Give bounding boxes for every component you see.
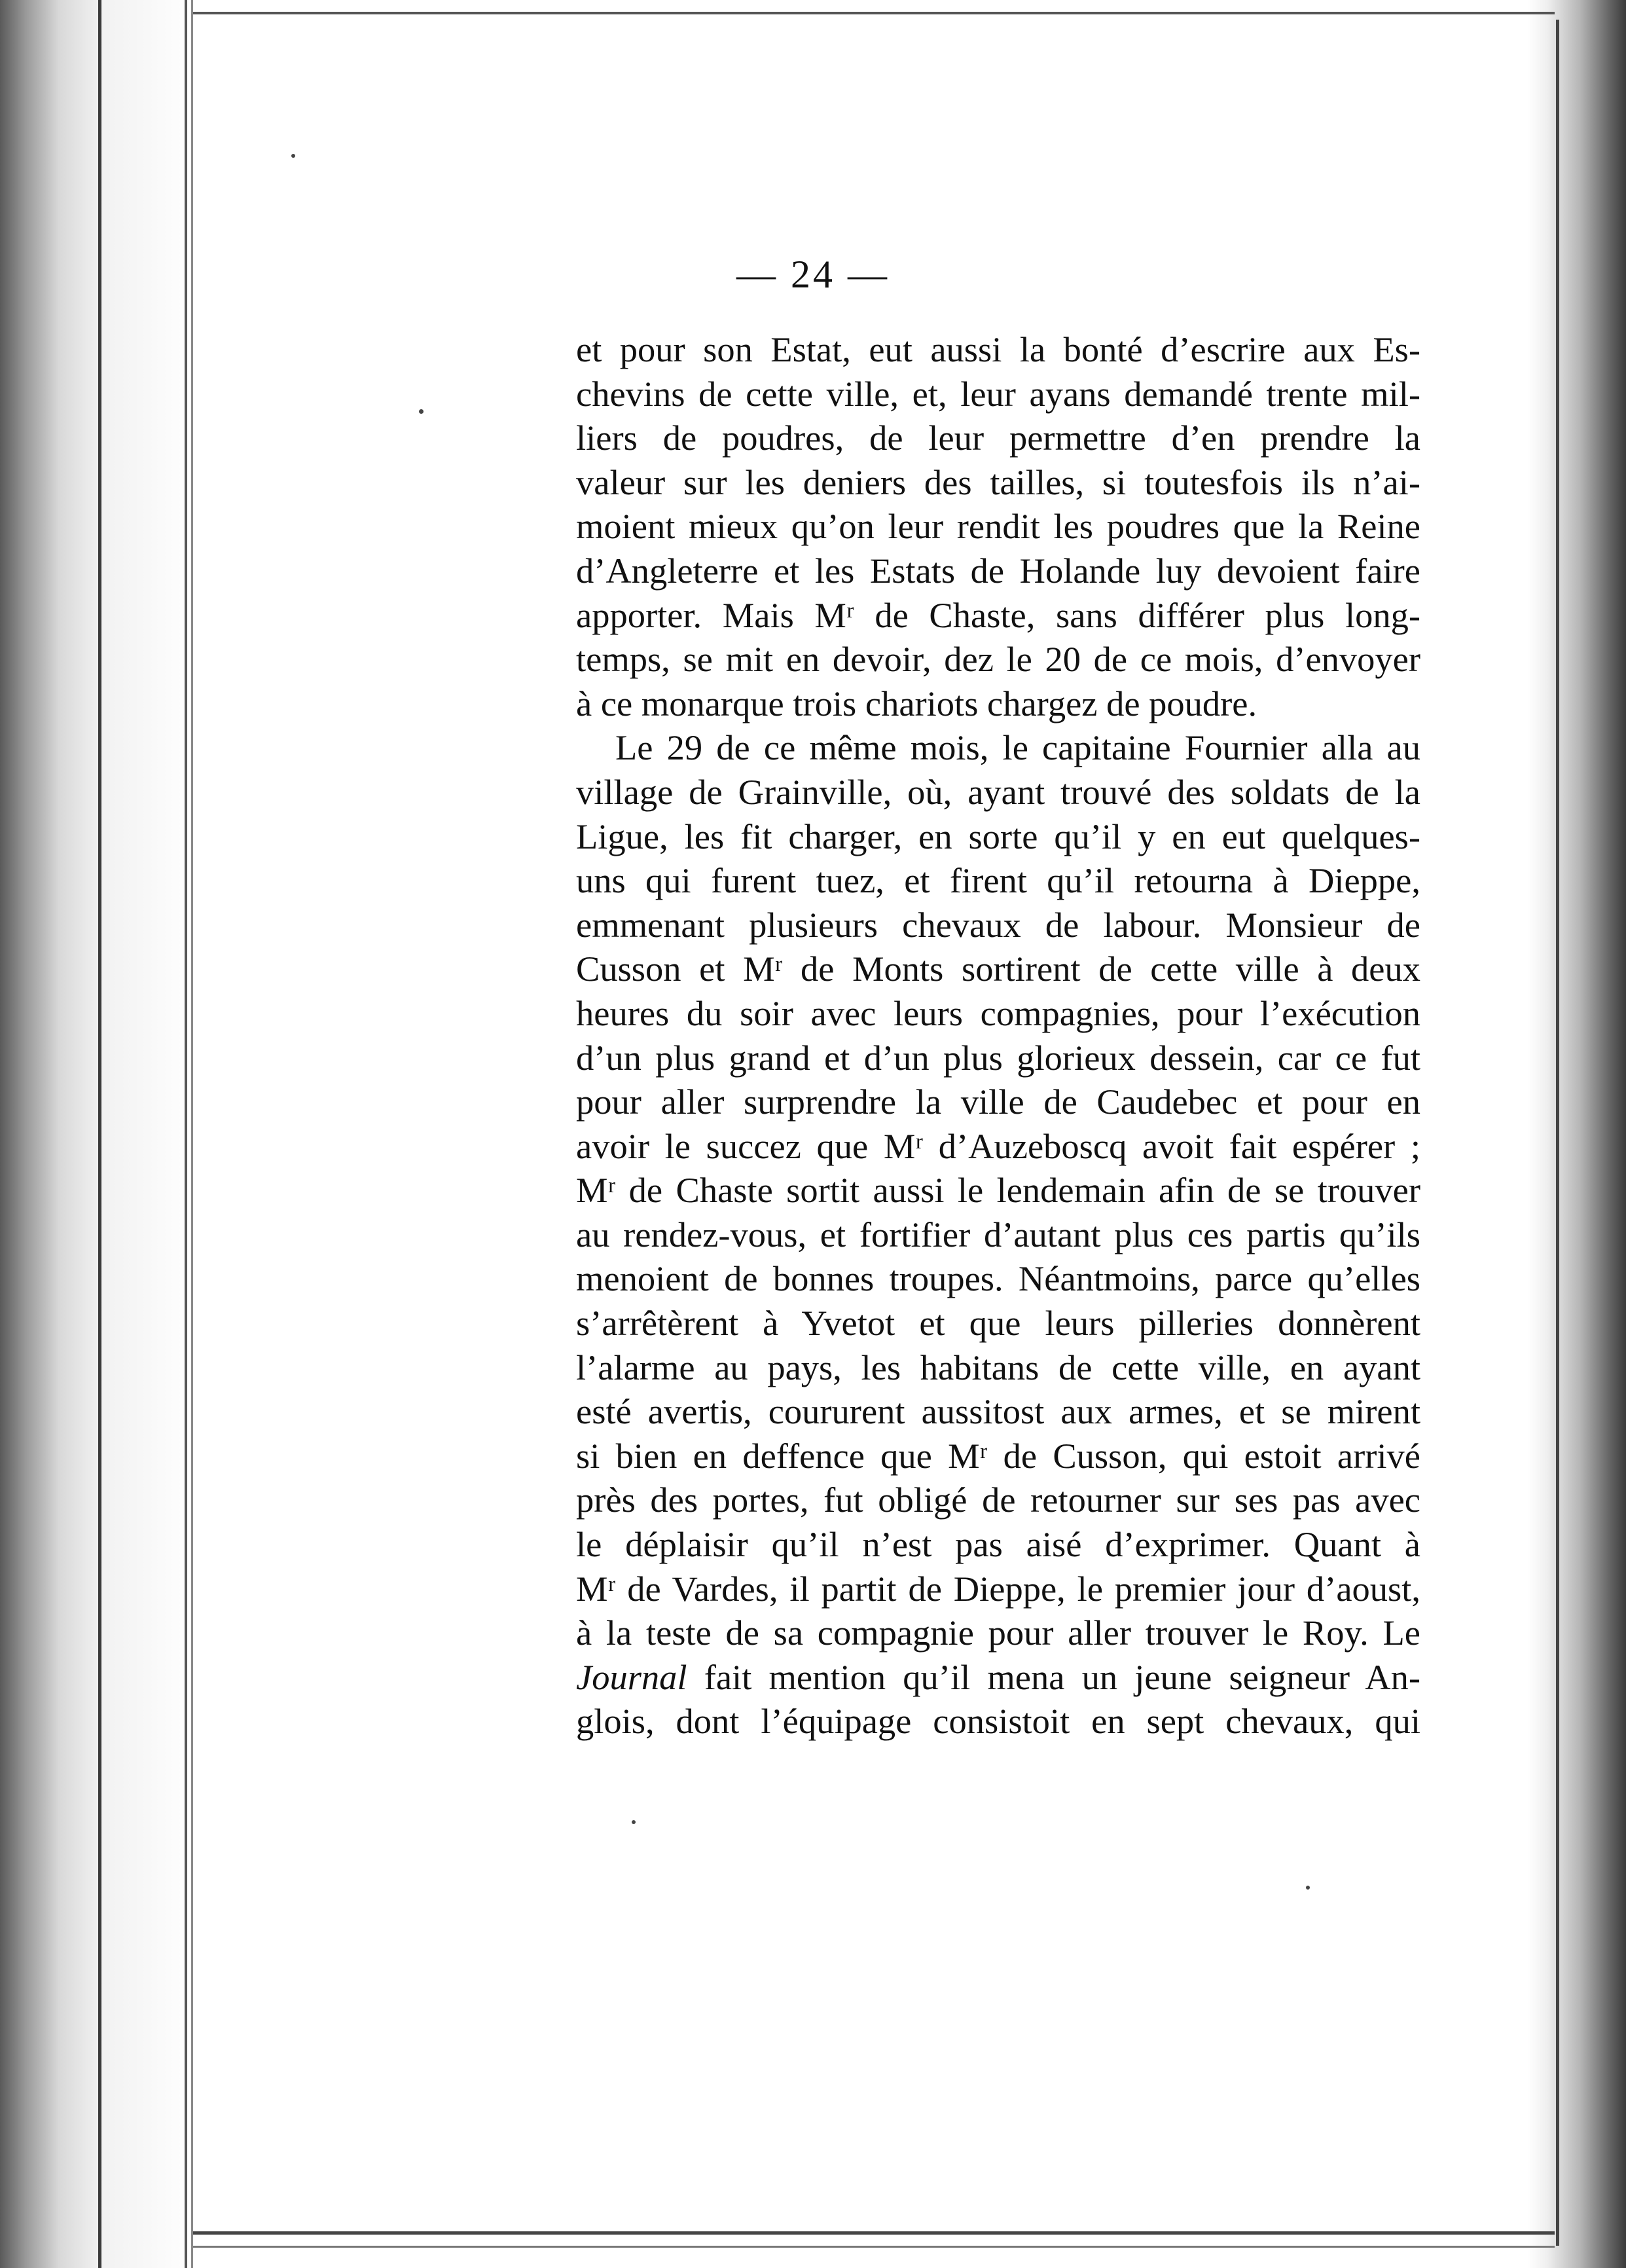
text-line: s’arrêtèrent à Yvetot et que leurs pilleries donnèrent (576, 1303, 1420, 1344)
text-line: menoient de bonnes troupes. Néantmoins, parce qu’elles (576, 1258, 1420, 1299)
scan-speck (291, 154, 295, 158)
text-line: heures du soir avec leurs compagnies, pour l’exécution (576, 993, 1420, 1033)
body-text (576, 327, 1420, 1744)
text-line: valeur sur les deniers des tailles, si toutesfois ils n’ai- (576, 462, 1420, 502)
scan-speck (1306, 1886, 1310, 1890)
text-line: glois, dont l’équipage consistoit en sept chevaux, qui (576, 1701, 1420, 1742)
text-line: avoir le succez que Mʳ d’Auzeboscq avoit fait espérer ; (576, 1125, 1420, 1166)
page-bottom-border (193, 2246, 1555, 2248)
text-line: moient mieux qu’on leur rendit les poudres que la Reine (576, 506, 1420, 547)
text-line: d’Angleterre et les Estats de Holande luy devoient faire (576, 550, 1420, 591)
text-line: Mʳ de Vardes, il partit de Dieppe, le premier jour d’aoust, (576, 1568, 1420, 1609)
text-line: esté avertis, coururent aussitost aux armes, et se mirent (576, 1391, 1420, 1432)
text-line: apporter. Mais Mʳ de Chaste, sans différer plus long- (576, 594, 1420, 635)
binding-edge-line (98, 0, 101, 2268)
binding-edge-line (185, 0, 187, 2268)
text-line: Journal fait mention qu’il mena un jeune seigneur An- (576, 1656, 1420, 1697)
text-line: et pour son Estat, eut aussi la bonté d’escrire aux Es- (576, 329, 1420, 369)
page-top-border (193, 12, 1555, 14)
page-bottom-border (193, 2231, 1555, 2235)
text-line: temps, se mit en devoir, dez le 20 de ce mois, d’envoyer (576, 639, 1420, 680)
text-line: à ce monarque trois chariots chargez de poudre. (576, 683, 1257, 723)
text-line: pour aller surprendre la ville de Caudebec et pour en (576, 1082, 1420, 1122)
text-line: Cusson et Mʳ de Monts sortirent de cette ville à deux (576, 949, 1420, 989)
text-line: Le 29 de ce même mois, le capitaine Fournier alla au (615, 727, 1420, 768)
text-line: village de Grainville, où, ayant trouvé des soldats de la (576, 771, 1420, 812)
text-line: près des portes, fut obligé de retourner sur ses pas avec (576, 1480, 1420, 1520)
scan-speck (419, 409, 424, 414)
right-edge-shadow (1528, 0, 1626, 2268)
text-line: liers de poudres, de leur permettre d’en prendre la (576, 418, 1420, 458)
text-line: d’un plus grand et d’un plus glorieux dessein, car ce fut (576, 1037, 1420, 1078)
binding-edge-line (191, 0, 193, 2268)
text-line: emmenant plusieurs chevaux de labour. Monsieur de (576, 904, 1420, 945)
page-number: — 24 — (736, 253, 890, 296)
right-edge-line (1556, 20, 1559, 2246)
text-line: chevins de cette ville, et, leur ayans demandé trente mil- (576, 373, 1420, 414)
text-line: Mʳ de Chaste sortit aussi le lendemain afin de se trouver (576, 1170, 1420, 1211)
text-line: le déplaisir qu’il n’est pas aisé d’exprimer. Quant à (576, 1524, 1420, 1565)
text-line: l’alarme au pays, les habitans de cette ville, en ayant (576, 1347, 1420, 1387)
text-line: uns qui furent tuez, et firent qu’il retourna à Dieppe, (576, 860, 1420, 901)
text-line: Ligue, les fit charger, en sorte qu’il y en eut quelques- (576, 816, 1420, 856)
scan-speck (632, 1820, 636, 1824)
text-line: si bien en deffence que Mʳ de Cusson, qui estoit arrivé (576, 1435, 1420, 1476)
text-line: à la teste de sa compagnie pour aller trouver le Roy. Le (576, 1613, 1420, 1653)
text-line: au rendez-vous, et fortifier d’autant plus ces partis qu’ils (576, 1214, 1420, 1254)
